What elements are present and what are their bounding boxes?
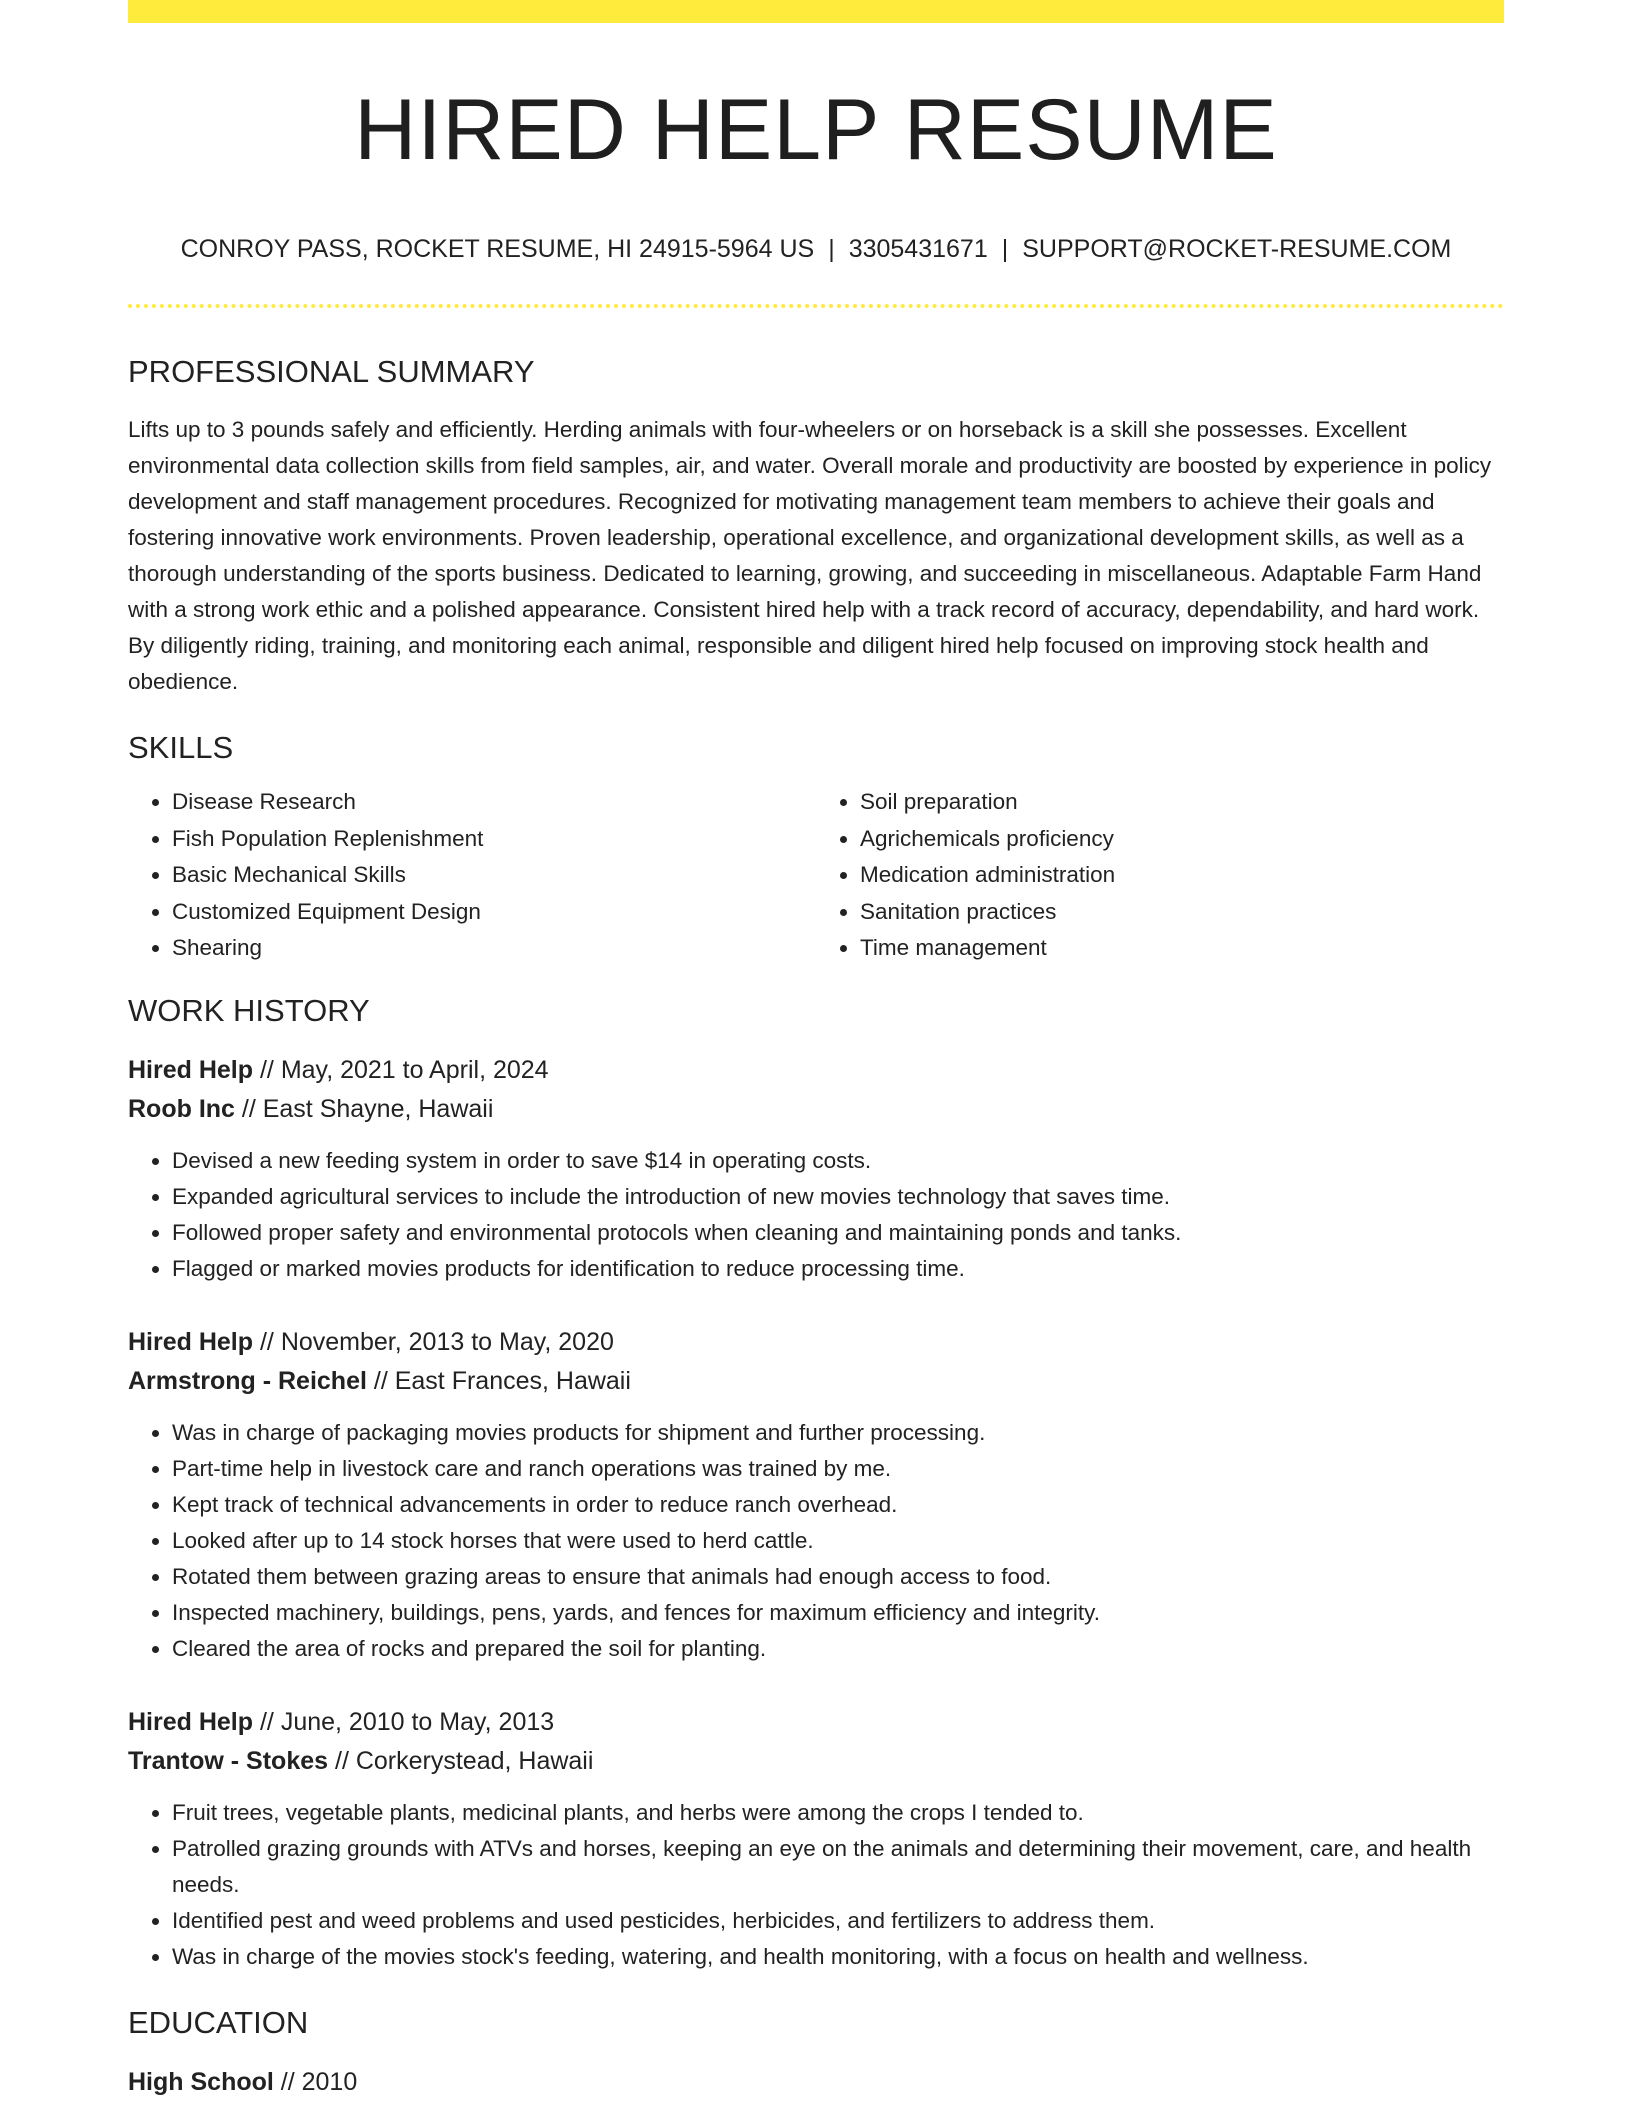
job-location: // East Shayne, Hawaii [234, 1094, 494, 1123]
skills-column-left [128, 784, 816, 967]
job-title-line [128, 1323, 1504, 1362]
contact-separator: | [1001, 235, 1009, 263]
job-location: // East Frances, Hawaii [366, 1366, 631, 1395]
summary-heading: PROFESSIONAL SUMMARY [128, 354, 535, 389]
skill-item: • Time management [860, 930, 1504, 967]
skills-heading: SKILLS [128, 730, 234, 765]
job-bullets [128, 1795, 1504, 1975]
contact-line [128, 234, 1504, 264]
job-bullet: • Looked after up to 14 stock horses that were used to herd cattle. [172, 1523, 1504, 1559]
job-bullet: • Flagged or marked movies products for identification to reduce processing time. [172, 1251, 1504, 1287]
resume-name: HIRED HELP RESUME [354, 82, 1278, 178]
work-history-heading: WORK HISTORY [128, 992, 370, 1028]
job-bullet: • Was in charge of packaging movies products for shipment and further processing. [172, 1415, 1504, 1451]
job-bullets [128, 1143, 1504, 1287]
skill-item: • Disease Research [172, 784, 816, 821]
education-year: // 2010 [273, 2067, 358, 2096]
job-bullet: • Part-time help in livestock care and ranch operations was trained by me. [172, 1451, 1504, 1487]
job-bullet: • Devised a new feeding system in order to save $14 in operating costs. [172, 1143, 1504, 1179]
contact-phone: 3305431671 [848, 235, 988, 263]
job-bullets [128, 1415, 1504, 1667]
summary-text: Lifts up to 3 pounds safely and efficiently. Herding animals with four-wheelers or on horseback is a skill she possesses. Excellent environmental data collection skills from field samples, air, and water. Overall morale and productivity are boosted by experience in policy development and staff management procedures. Recognized for motivating management team members to achieve their goals and fostering innovative work environments. Proven leadership, operational excellence, and organizational development skills, as well as a thorough understanding of the sports business. Dedicated to learning, growing, and succeeding in miscellaneous. Adaptable Farm Hand with a strong work ethic and a polished appearance. Consistent hired help with a track record of accuracy, dependability, and hard work. By diligently riding, training, and monitoring each animal, responsible and diligent hired help focused on improving stock health and obedience. [128, 417, 1492, 694]
job-company-line [128, 1742, 1504, 1781]
skill-item: • Medication administration [860, 857, 1504, 894]
skill-item: • Sanitation practices [860, 894, 1504, 931]
job-dates: // June, 2010 to May, 2013 [253, 1707, 555, 1736]
job-bullet: • Rotated them between grazing areas to ensure that animals had enough access to food. [172, 1559, 1504, 1595]
skill-item: • Basic Mechanical Skills [172, 857, 816, 894]
education-heading: EDUCATION [128, 2004, 309, 2040]
job-role: Hired Help [128, 1707, 254, 1736]
job-role: Hired Help [128, 1055, 254, 1084]
job-bullet: • Kept track of technical advancements in order to reduce ranch overhead. [172, 1487, 1504, 1523]
skill-item: • Shearing [172, 930, 816, 967]
contact-separator: | [828, 235, 835, 263]
job-bullet: • Cleared the area of rocks and prepared the soil for planting. [172, 1631, 1504, 1667]
job-title-line [128, 1703, 1504, 1742]
job-bullet: • Identified pest and weed problems and used pesticides, herbicides, and fertilizers to address them. [172, 1903, 1504, 1939]
job-bullet: • Expanded agricultural services to include the introduction of new movies technology that saves time. [172, 1179, 1504, 1215]
dotted-divider [128, 304, 1504, 308]
job-company: Roob Inc [128, 1094, 235, 1123]
job-bullet: • Was in charge of the movies stock's feeding, watering, and health monitoring, with a focus on health and wellness. [172, 1939, 1504, 1975]
job-location: // Corkerystead, Hawaii [328, 1746, 594, 1775]
job-company-line [128, 1090, 1504, 1129]
contact-address: CONROY PASS, ROCKET RESUME, HI 24915-5964 US [180, 235, 815, 263]
skill-item: • Customized Equipment Design [172, 894, 816, 931]
skill-item: • Soil preparation [860, 784, 1504, 821]
education-entry [128, 2063, 1504, 2102]
skill-item: • Fish Population Replenishment [172, 821, 816, 858]
job-company: Trantow - Stokes [128, 1746, 329, 1775]
job-entry [128, 1703, 1504, 1975]
job-company-line [128, 1362, 1504, 1401]
job-bullet: • Inspected machinery, buildings, pens, yards, and fences for maximum efficiency and integrity. [172, 1595, 1504, 1631]
job-company: Armstrong - Reichel [128, 1366, 367, 1395]
skills-list [128, 784, 1504, 967]
job-entry [128, 1323, 1504, 1667]
job-dates: // November, 2013 to May, 2020 [253, 1327, 614, 1356]
resume-content [128, 0, 1504, 2102]
job-bullet: • Fruit trees, vegetable plants, medicinal plants, and herbs were among the crops I tended to. [172, 1795, 1504, 1831]
skills-column-right [816, 784, 1504, 967]
job-title-line [128, 1051, 1504, 1090]
job-dates: // May, 2021 to April, 2024 [253, 1055, 549, 1084]
job-bullet: • Patrolled grazing grounds with ATVs and horses, keeping an eye on the animals and determining their movement, care, and health needs. [172, 1831, 1504, 1903]
skill-item: • Agrichemicals proficiency [860, 821, 1504, 858]
job-entry [128, 1051, 1504, 1287]
contact-email: SUPPORT@ROCKET-RESUME.COM [1022, 235, 1452, 263]
education-school: High School [128, 2067, 274, 2096]
job-role: Hired Help [128, 1327, 254, 1356]
job-bullet: • Followed proper safety and environmental protocols when cleaning and maintaining ponds and tanks. [172, 1215, 1504, 1251]
